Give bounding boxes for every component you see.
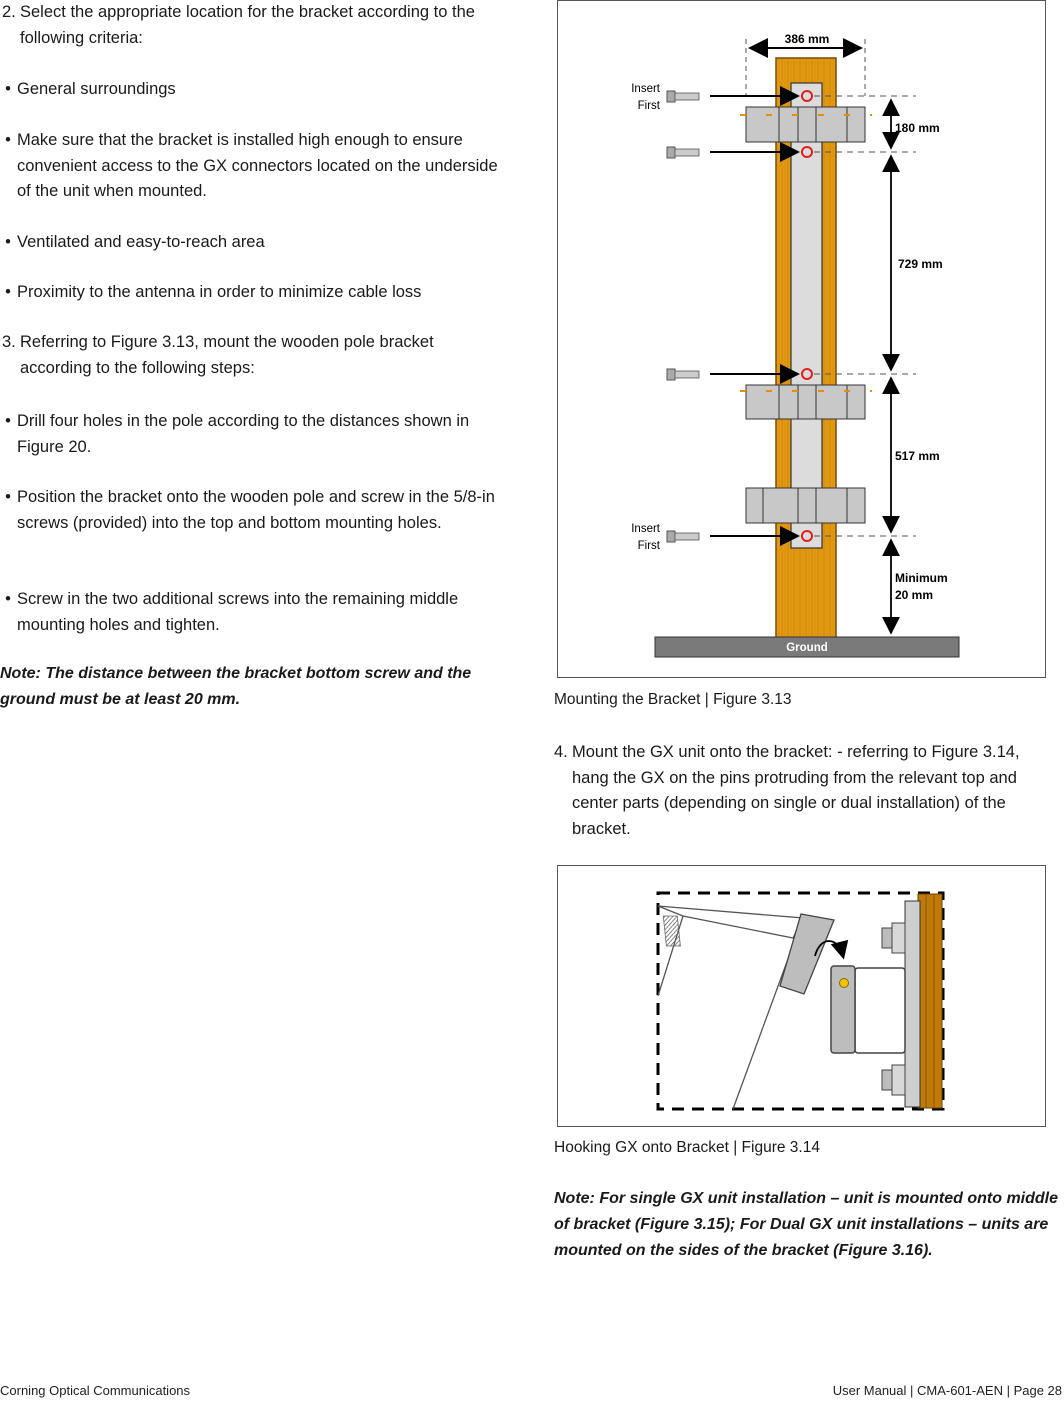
clamp-block-bottom — [746, 488, 865, 523]
criteria-item: • Proximity to the antenna in order to minimize cable loss — [2, 280, 512, 306]
gx-unit-outline — [658, 906, 803, 938]
bracket-plate — [905, 901, 920, 1107]
ground-label: Ground — [786, 642, 828, 654]
gx-hook — [780, 914, 834, 994]
criteria-item: • Ventilated and easy-to-reach area — [2, 230, 512, 256]
dim-label: 729 mm — [898, 257, 943, 271]
dim-label: 517 mm — [895, 449, 940, 463]
screw-icon — [667, 531, 699, 542]
clamp-block-middle — [740, 385, 872, 419]
screw-icon — [667, 147, 699, 158]
criteria-item: • Make sure that the bracket is installed high enough to ensure convenient access to the GX connectors located on the underside of the unit when mounted. — [2, 128, 512, 205]
step-number: 2. — [2, 3, 16, 21]
hooking-diagram — [558, 866, 1045, 1126]
bullet-icon: • — [5, 80, 11, 98]
bracket-mounting-diagram — [558, 1, 1045, 677]
bullet-icon: • — [5, 233, 11, 251]
clamp-block-top — [740, 107, 872, 142]
footer-page-info: User Manual | CMA-601-AEN | Page 28 — [832, 1383, 1062, 1398]
criteria-item: • General surroundings — [2, 77, 512, 103]
dim-label: 180 mm — [895, 121, 940, 135]
screw-icon — [667, 369, 699, 380]
step-item: • Screw in the two additional screws into the remaining middle mounting holes and tighten. — [2, 587, 512, 638]
step-3 — [2, 330, 477, 381]
dim-label: 20 mm — [895, 588, 934, 602]
footer-company: Corning Optical Communications — [0, 1383, 191, 1398]
hatch-detail — [663, 916, 680, 946]
figure-3-13 — [557, 0, 1046, 678]
note-text: Note: The distance between the bracket bottom screw and the ground must be at least 20 mm. — [0, 665, 472, 708]
wooden-pole — [918, 894, 942, 1108]
bolt-icon — [882, 923, 905, 953]
insert-first-label: First — [637, 540, 660, 552]
mounting-block — [855, 968, 905, 1053]
step-text: Mount the GX unit onto the bracket: - referring to Figure 3.14, hang the GX on the pins protruding from the relevant top and center parts (depending on single or dual installation) of the bracket. — [572, 743, 1020, 838]
insert-first-label: First — [637, 100, 660, 112]
bullet-icon: • — [5, 488, 11, 506]
step-text: Select the appropriate location for the bracket according to the following criteria: — [20, 3, 475, 47]
screw-icon — [667, 91, 699, 102]
step-item: • Drill four holes in the pole according to the distances shown in Figure 20. — [2, 409, 512, 460]
figure-caption: Hooking GX onto Bracket | Figure 3.14 — [554, 1139, 820, 1156]
step-number: 4. — [554, 743, 568, 761]
step-number: 3. — [2, 333, 16, 351]
bullet-icon: • — [5, 590, 11, 608]
step-4 — [554, 740, 1044, 842]
bullet-icon: • — [5, 412, 11, 430]
figure-caption: Mounting the Bracket | Figure 3.13 — [554, 691, 792, 708]
pin-icon — [840, 979, 849, 988]
figure-3-14 — [557, 865, 1046, 1127]
step-item: • Position the bracket onto the wooden pole and screw in the 5/8-in screws (provided) into the top and bottom mounting holes. — [2, 485, 512, 536]
note-text: Note: For single GX unit installation – unit is mounted onto middle of bracket (Figure 3.15); For Dual GX unit installations – units are mounted on the sides of the bracket (Figure 3.16). — [554, 1190, 1058, 1259]
bullet-icon: • — [5, 283, 11, 301]
insert-first-label: Insert — [631, 83, 660, 95]
bullet-icon: • — [5, 131, 11, 149]
insert-first-label: Insert — [631, 523, 660, 535]
bolt-icon — [882, 1065, 905, 1095]
step-text: Referring to Figure 3.13, mount the wooden pole bracket according to the following steps: — [20, 333, 434, 377]
width-label: 386 mm — [784, 32, 830, 46]
dim-label: Minimum — [895, 571, 948, 585]
step-2 — [2, 0, 502, 51]
